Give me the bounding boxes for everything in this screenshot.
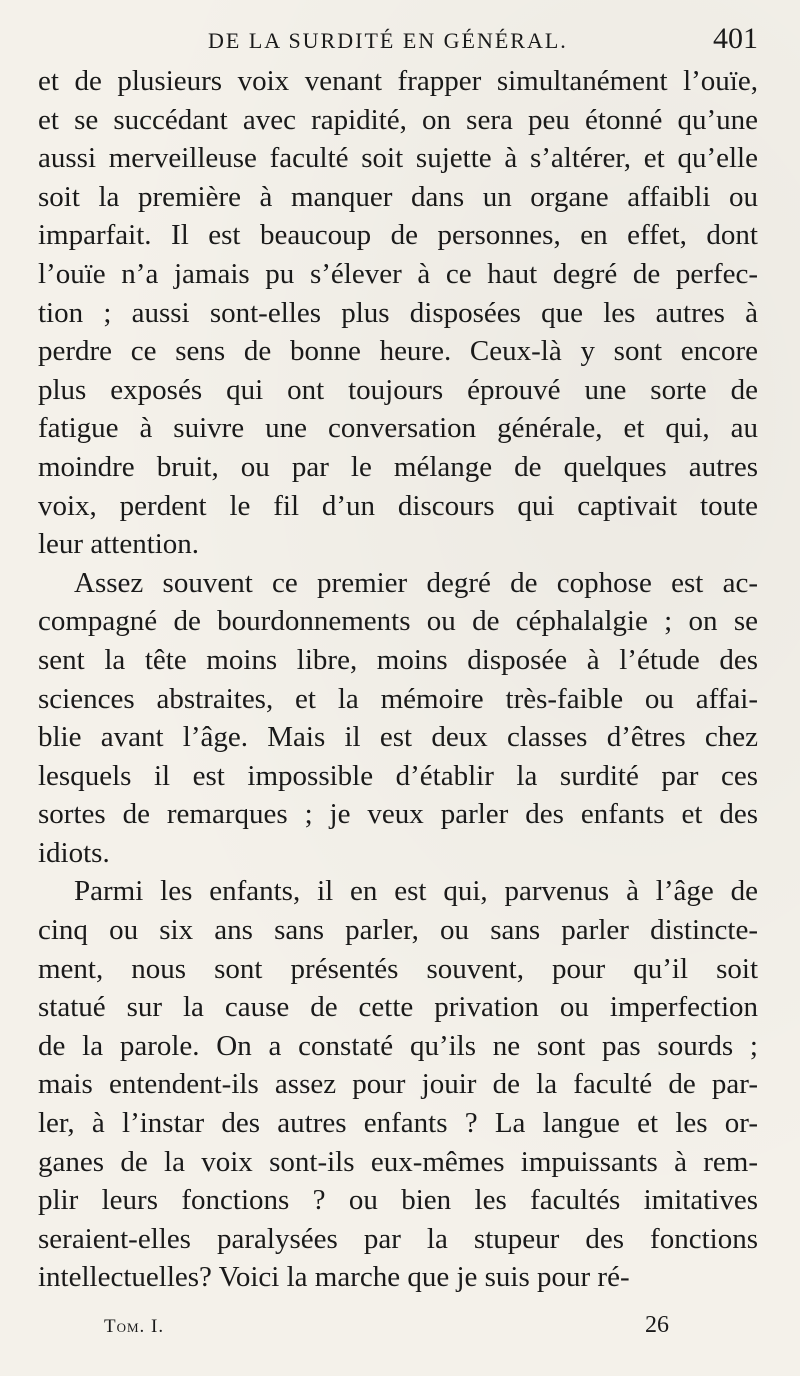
body-text — [38, 62, 758, 1297]
text-line: fatigue à suivre une conversation générale, et qui, au — [38, 412, 758, 445]
text-line: aussi merveilleuse faculté soit sujette à s’altérer, et qu’elle — [38, 142, 758, 175]
text-line: l’ouïe n’a jamais pu s’élever à ce haut degré de perfec- — [38, 257, 758, 290]
text-line: et se succédant avec rapidité, on sera peu étonné qu’une — [38, 103, 758, 136]
text-line: ment, nous sont présentés souvent, pour qu’il soit — [38, 952, 758, 985]
text-line: intellectuelles? Voici la marche que je suis pour ré- — [38, 1261, 630, 1294]
text-line: seraient-elles paralysées par la stupeur des fonctions — [38, 1222, 758, 1255]
text-line: voix, perdent le fil d’un discours qui captivait toute — [38, 489, 758, 522]
text-line: leur attention. — [38, 528, 200, 561]
text-line: sciences abstraites, et la mémoire très-faible ou affai- — [38, 682, 758, 715]
page-footer — [38, 1312, 758, 1342]
text-line: ler, à l’instar des autres enfants ? La langue et les or- — [38, 1107, 758, 1140]
volume-marker: Tom. I. — [104, 1316, 165, 1337]
text-line: cinq ou six ans sans parler, ou sans parler distincte- — [38, 914, 758, 947]
text-line: blie avant l’âge. Mais il est deux classes d’êtres chez — [38, 721, 758, 754]
paragraph — [38, 872, 758, 1297]
text-line: mais entendent-ils assez pour jouir de la faculté de par- — [38, 1068, 758, 1101]
text-line: perdre ce sens de bonne heure. Ceux-là y sont encore — [38, 335, 758, 368]
paragraph — [38, 62, 758, 564]
text-line: idiots. — [38, 836, 110, 869]
running-head — [38, 22, 758, 56]
running-title: DE LA SURDITÉ EN GÉNÉRAL. — [208, 28, 568, 53]
text-line: compagné de bourdonnements ou de céphalalgie ; on se — [38, 605, 758, 638]
text-line: soit la première à manquer dans un organe affaibli ou — [38, 180, 758, 213]
text-line: sent la tête moins libre, moins disposée à l’étude des — [38, 643, 758, 676]
page-number: 401 — [713, 22, 758, 55]
paragraph — [38, 564, 758, 873]
text-line: statué sur la cause de cette privation ou imperfection — [38, 991, 758, 1024]
text-line: Assez souvent ce premier degré de cophose est ac- — [74, 566, 758, 599]
text-line: tion ; aussi sont-elles plus disposées que les autres à — [38, 296, 758, 329]
text-line: lesquels il est impossible d’établir la surdité par ces — [38, 759, 758, 792]
text-line: de la parole. On a constaté qu’ils ne sont pas sourds ; — [38, 1029, 758, 1062]
text-line: et de plusieurs voix venant frapper simultanément l’ouïe, — [38, 65, 758, 97]
text-line: ganes de la voix sont-ils eux-mêmes impuissants à rem- — [38, 1145, 758, 1178]
text-line: Parmi les enfants, il en est qui, parvenus à l’âge de — [74, 875, 758, 908]
signature-mark: 26 — [645, 1312, 669, 1338]
text-line: sortes de remarques ; je veux parler des enfants et des — [38, 798, 758, 831]
text-line: imparfait. Il est beaucoup de personnes, en effet, dont — [38, 219, 758, 252]
text-line: plir leurs fonctions ? ou bien les facultés imitatives — [38, 1184, 758, 1217]
text-line: plus exposés qui ont toujours éprouvé une sorte de — [38, 373, 758, 406]
text-line: moindre bruit, ou par le mélange de quelques autres — [38, 450, 758, 483]
